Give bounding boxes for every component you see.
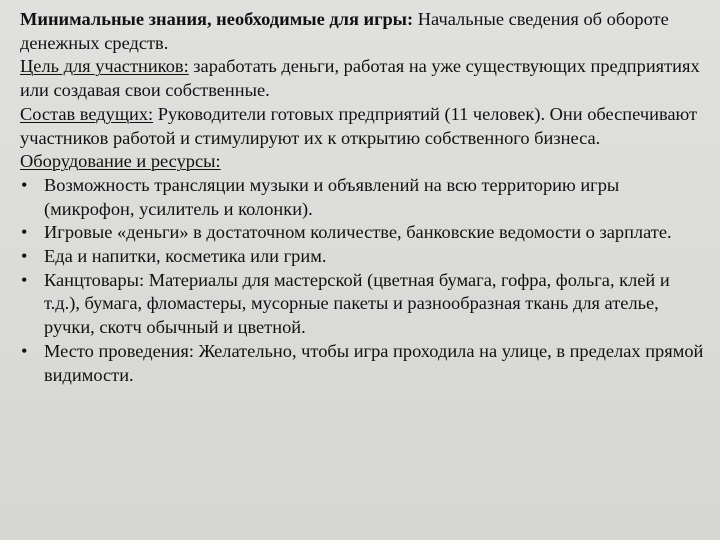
- prerequisites-paragraph: [20, 8, 710, 55]
- equipment-label: Оборудование и ресурсы:: [20, 151, 221, 172]
- goal-text: заработать деньги, работая на уже существующих предприятиях или создавая свои собственные.: [20, 56, 700, 101]
- goal-label: Цель для участников:: [20, 56, 189, 77]
- bullet-icon: •: [21, 246, 28, 267]
- bullet-icon: •: [21, 174, 28, 195]
- list-item: [20, 245, 710, 269]
- hosts-text: Руководители готовых предприятий (11 человек). Они обеспечивают участников работой и стимулируют их к открытию собственного бизнеса.: [20, 103, 698, 148]
- list-item: [20, 221, 710, 245]
- bullet-icon: •: [21, 340, 28, 361]
- list-item: [20, 174, 710, 221]
- bullet-icon: •: [21, 222, 28, 243]
- bullet-icon: •: [21, 269, 28, 290]
- hosts-label: Состав ведущих:: [20, 103, 154, 124]
- slide-content: [20, 8, 710, 387]
- prerequisites-label: Минимальные знания, необходимые для игры:: [20, 9, 414, 29]
- goal-paragraph: [20, 55, 710, 102]
- list-item: [20, 269, 710, 340]
- list-item-text: Возможность трансляции музыки и объявлений на всю территорию игры (микрофон, усилитель и колонки).: [44, 174, 620, 219]
- list-item: [20, 340, 710, 387]
- equipment-paragraph: [20, 150, 710, 174]
- hosts-paragraph: [20, 103, 710, 150]
- list-item-text: Еда и напитки, косметика или грим.: [44, 246, 327, 267]
- prerequisites-text: Начальные сведения об обороте денежных средств.: [20, 9, 669, 53]
- list-item-text: Игровые «деньги» в достаточном количестве, банковские ведомости о зарплате.: [44, 222, 672, 243]
- list-item-text: Канцтовары: Материалы для мастерской (цветная бумага, гофра, фольга, клей и т.д.), бумага, фломастеры, мусорные пакеты и разнообразная ткань для ателье, ручки, скотч обычный и цветной.: [44, 269, 670, 338]
- equipment-list: [20, 174, 710, 387]
- list-item-text: Место проведения: Желательно, чтобы игра проходила на улице, в пределах прямой видимости.: [44, 340, 704, 385]
